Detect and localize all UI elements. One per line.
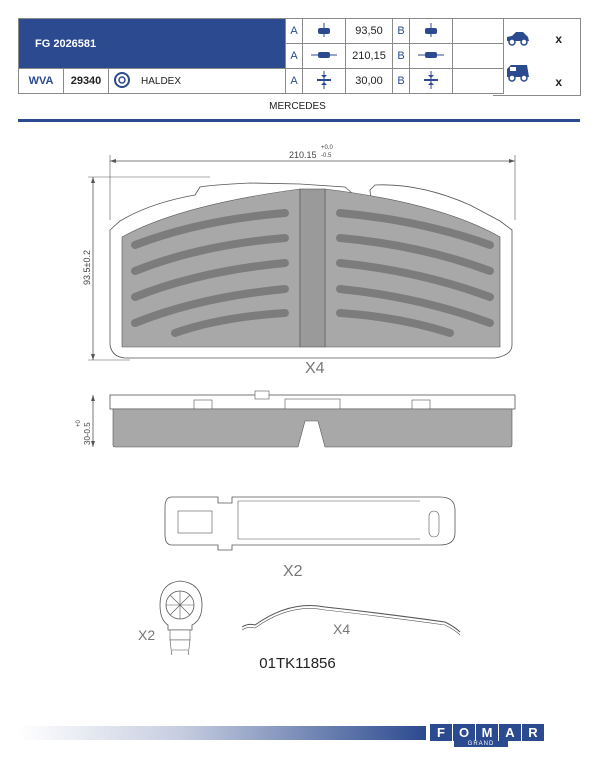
retaining-clip [165,497,455,580]
dim-a-label: A [286,44,303,69]
width-dim-icon [303,44,346,69]
dim-a-label: A [286,69,303,94]
logo-subtitle: GRAND [454,741,508,747]
logo-letter: R [522,724,544,741]
brake-pad-front-view [110,183,512,377]
caliper-icon [113,71,131,92]
logo-letter: O [453,724,475,741]
spec-header [18,18,580,96]
pad-spring [242,605,460,637]
divider [18,119,580,122]
brake-pad-side-view [76,391,515,447]
height-label: 93.5±0.2 [82,250,92,285]
dim-b-label: B [393,44,410,69]
product-code: FG 2026581 [19,19,286,69]
thickness-label: 30-0.5 [83,422,92,445]
wear-sensor [138,581,202,655]
wva-number: 29340 [64,69,109,94]
van-icon [505,63,531,83]
dim-a-value: 210,15 [346,44,393,69]
dim-a-value: 93,50 [346,19,393,44]
clip-quantity: X2 [283,563,303,580]
width-label: 210.15 [289,150,317,160]
brand-cell [109,69,286,94]
thickness-dim-icon [303,69,346,94]
spring-quantity: X4 [333,621,351,637]
width-dim-icon [410,44,453,69]
van-mark: x [555,75,562,89]
vehicle-model: MERCEDES [269,101,326,112]
brand-name: HALDEX [141,75,182,87]
thickness-tol: +0 [76,420,82,427]
dim-b-label: B [393,19,410,44]
logo-letter: M [476,724,498,741]
footer-bar [18,726,426,740]
kit-code: 01TK11856 [259,655,336,672]
sensor-quantity: X2 [138,627,156,643]
dim-a-value: 30,00 [346,69,393,94]
wva-label: WVA [19,69,64,94]
thickness-dim-icon [410,69,453,94]
logo-letter: F [430,724,452,741]
fomar-logo [430,724,550,746]
height-dim-icon [410,19,453,44]
vehicle-application-box [493,18,581,96]
car-mark: x [555,32,562,46]
width-tol-down: -0.5 [321,153,332,159]
dim-b-label: B [393,69,410,94]
height-dim-icon [303,19,346,44]
logo-letter: A [499,724,521,741]
technical-drawing [0,125,595,655]
pad-quantity: X4 [305,360,325,377]
spec-table [18,18,504,94]
car-icon [505,29,531,47]
dim-a-label: A [286,19,303,44]
width-tol-up: +0.0 [321,145,333,151]
